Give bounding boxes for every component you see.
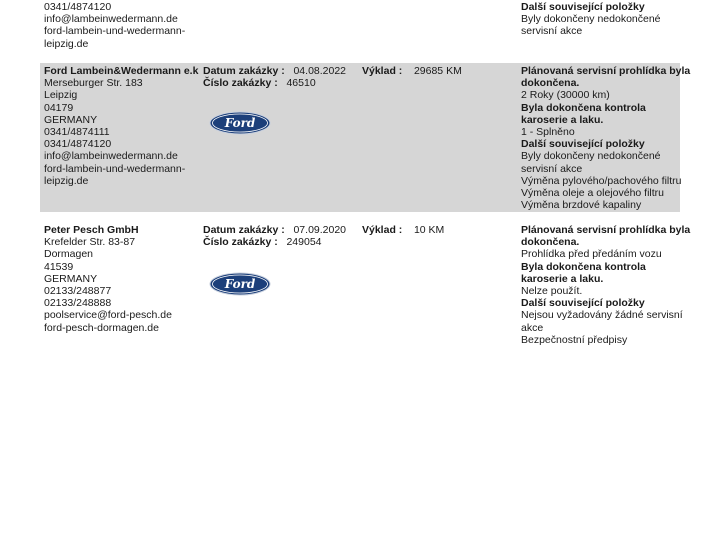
service-line: Nelze použít.	[521, 285, 583, 298]
order-date	[203, 65, 353, 77]
mileage-label: Výklad :	[362, 65, 403, 77]
dealer-website: ford-pesch-dormagen.de	[44, 321, 159, 334]
mileage	[362, 224, 512, 236]
mileage-info	[362, 224, 512, 236]
ford-logo-icon	[209, 272, 271, 296]
dealer-zip: 41539	[44, 260, 74, 273]
dealer-website-cont: leipzig.de	[44, 174, 89, 187]
service-line: servisní akce	[521, 162, 583, 175]
dealer-phone-1: 0341/4874111	[44, 126, 110, 139]
order-number	[203, 236, 353, 248]
order-number-label: Číslo zakázky :	[203, 77, 278, 90]
service-heading-inspection-cont: dokončena.	[521, 77, 580, 90]
dealer-phone-2: 0341/4874120	[44, 138, 112, 151]
dealer-website-cont: leipzig.de	[44, 37, 89, 50]
dealer-street: Krefelder Str. 83-87	[44, 236, 136, 249]
dealer-name: Peter Pesch GmbH	[44, 224, 139, 236]
mileage-label: Výklad :	[362, 224, 403, 236]
dealer-website: ford-lambein-und-wedermann-	[44, 25, 186, 38]
order-date-value: 04.08.2022	[293, 65, 347, 77]
dealer-info	[44, 224, 194, 334]
svg-text:Ford: Ford	[224, 116, 256, 130]
mileage-value: 29685 KM	[413, 65, 462, 77]
service-line: Výměna oleje a olejového filtru	[521, 187, 665, 200]
service-line: Byly dokončeny nedokončené	[521, 150, 661, 163]
service-heading-body-cont: karoserie a laku.	[521, 113, 604, 126]
service-heading-inspection: Plánovaná servisní prohlídka byla	[521, 65, 691, 77]
svg-text:Ford: Ford	[224, 277, 256, 291]
service-line: Nejsou vyžadovány žádné servisní	[521, 309, 683, 322]
dealer-country: GERMANY	[44, 113, 98, 126]
service-record	[40, 63, 691, 212]
dealer-country: GERMANY	[44, 272, 98, 285]
service-details	[521, 224, 691, 346]
service-heading-inspection: Plánovaná servisní prohlídka byla	[521, 224, 691, 236]
service-line: akce	[521, 321, 544, 334]
service-line: 1 - Splněno	[521, 126, 575, 139]
dealer-zip: 04179	[44, 101, 74, 114]
service-details	[521, 1, 681, 38]
dealer-phone-2: 0341/4874120	[44, 1, 112, 13]
service-line: Výměna pylového/pachového filtru	[521, 174, 682, 187]
dealer-phone-2: 02133/248888	[44, 297, 112, 310]
service-heading-body: Byla dokončena kontrola	[521, 101, 646, 114]
dealer-info	[44, 65, 199, 187]
dealer-email: info@lambeinwedermann.de	[44, 150, 178, 163]
service-heading-related: Další související položky	[521, 138, 645, 151]
order-number	[203, 77, 353, 89]
service-record-partial	[40, 0, 680, 56]
service-line: servisní akce	[521, 25, 583, 38]
service-heading-body: Byla dokončena kontrola	[521, 260, 646, 273]
mileage	[362, 65, 512, 77]
dealer-street: Merseburger Str. 183	[44, 77, 143, 90]
service-line: Výměna brzdové kapaliny	[521, 199, 642, 212]
ford-logo-icon	[209, 111, 271, 135]
dealer-name: Ford Lambein&Wedermann e.k	[44, 65, 199, 77]
dealer-website: ford-lambein-und-wedermann-	[44, 162, 186, 175]
service-heading-related: Další související položky	[521, 1, 645, 13]
service-line: Bezpečnostní předpisy	[521, 333, 628, 346]
order-number-label: Číslo zakázky :	[203, 236, 278, 249]
order-info	[203, 65, 353, 89]
order-date-label: Datum zakázky :	[203, 224, 285, 236]
order-number-value: 249054	[286, 236, 322, 249]
order-number-value: 46510	[286, 77, 316, 90]
dealer-phone-1: 02133/248877	[44, 285, 112, 298]
service-heading-related: Další související položky	[521, 297, 645, 310]
dealer-info	[44, 1, 194, 50]
service-line: 2 Roky (30000 km)	[521, 89, 610, 102]
service-record	[40, 223, 691, 353]
order-date-label: Datum zakázky :	[203, 65, 285, 77]
service-heading-inspection-cont: dokončena.	[521, 236, 580, 249]
ford-logo-partial	[250, 0, 312, 4]
dealer-city: Leipzig	[44, 89, 78, 102]
mileage-value: 10 KM	[413, 224, 445, 236]
order-date	[203, 224, 353, 236]
dealer-city: Dormagen	[44, 248, 94, 261]
order-date-value: 07.09.2020	[293, 224, 347, 236]
mileage-info	[362, 65, 512, 77]
dealer-email: poolservice@ford-pesch.de	[44, 309, 172, 322]
service-line: Byly dokončeny nedokončené	[521, 13, 661, 26]
service-details	[521, 65, 691, 212]
dealer-email: info@lambeinwedermann.de	[44, 13, 178, 26]
service-heading-body-cont: karoserie a laku.	[521, 272, 604, 285]
order-info	[203, 224, 353, 248]
service-line: Prohlídka před předáním vozu	[521, 248, 662, 261]
